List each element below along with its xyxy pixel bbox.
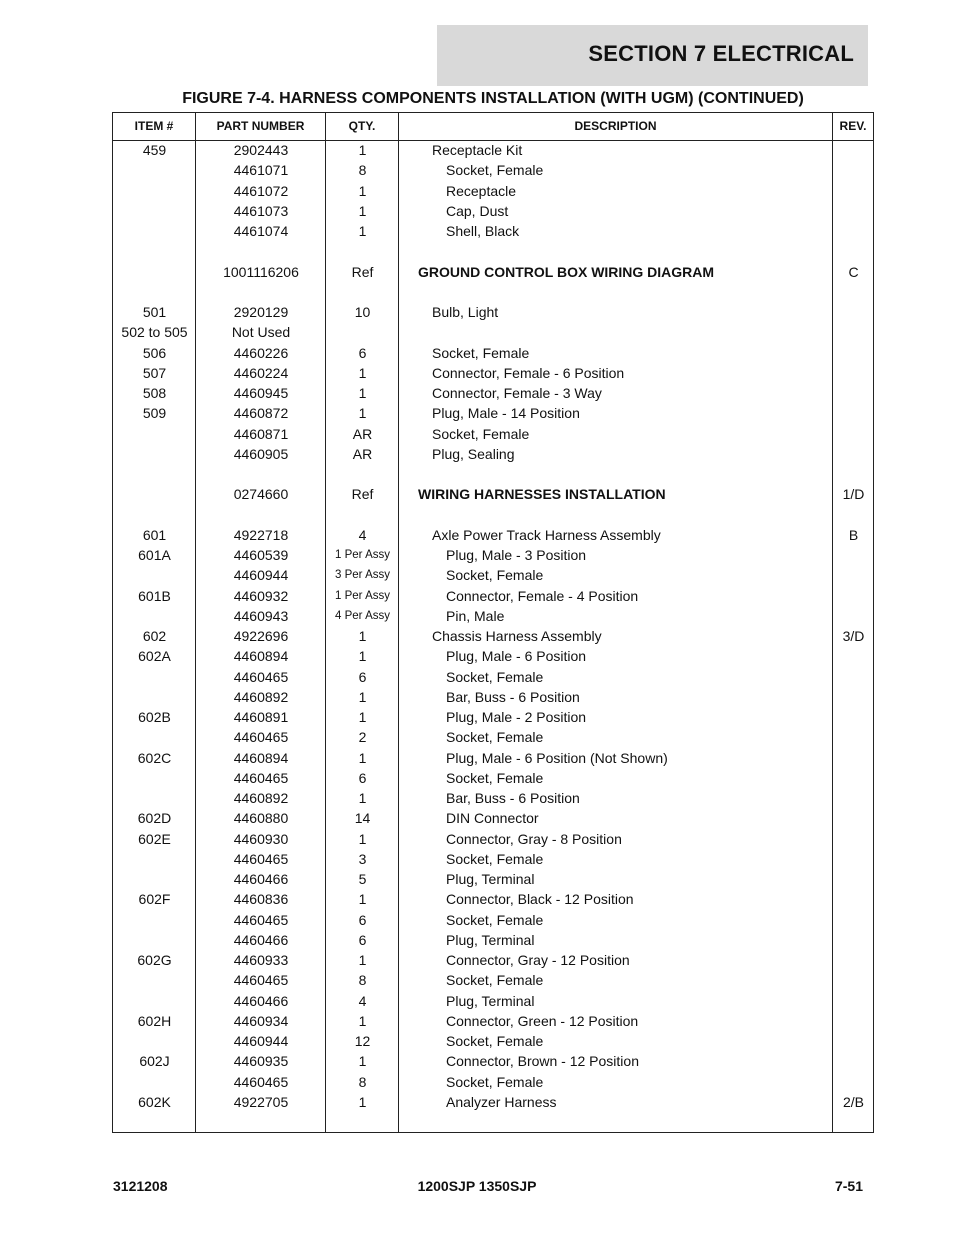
table-row	[113, 646, 873, 666]
part-number-cell: 4460465	[233, 972, 289, 989]
table-row	[113, 586, 873, 606]
part-number-cell: 4460933	[233, 952, 289, 968]
table-row	[113, 829, 873, 849]
qty-cell: 1	[358, 1053, 367, 1070]
qty-cell: 14	[354, 810, 371, 827]
item-cell: 602A	[138, 648, 171, 665]
header-rev: REV.	[839, 119, 867, 133]
description-cell: Connector, Female - 3 Way	[432, 385, 602, 401]
table-row	[113, 545, 873, 565]
table-spacer	[113, 505, 873, 525]
qty-cell: 4	[358, 526, 367, 543]
qty-cell: 1	[358, 709, 367, 725]
qty-cell: 1	[358, 202, 367, 219]
qty-cell: 1	[358, 790, 367, 806]
description-cell: Socket, Female	[446, 729, 544, 746]
table-row	[113, 1092, 873, 1112]
item-cell: 602D	[137, 810, 172, 827]
description-cell: Plug, Male - 14 Position	[432, 405, 580, 422]
part-number-cell: 4460836	[233, 891, 289, 908]
qty-cell: 4 Per Assy	[335, 609, 390, 622]
qty-cell: 8	[358, 972, 367, 989]
item-cell: 459	[142, 142, 167, 158]
figure-title: FIGURE 7-4. HARNESS COMPONENTS INSTALLATION (WITH UGM) (CONTINUED)	[182, 90, 804, 107]
part-number-cell: 4460872	[233, 405, 289, 422]
part-number-cell: 4460892	[233, 790, 289, 806]
rev-cell: 3/D	[842, 628, 865, 644]
qty-cell: 1	[358, 1012, 367, 1029]
qty-cell: 1	[358, 1093, 367, 1110]
rev-cell: B	[848, 526, 859, 543]
qty-cell: 6	[358, 911, 367, 928]
description-cell: Pin, Male	[446, 607, 505, 624]
description-cell: Socket, Female	[446, 567, 544, 584]
description-cell: GROUND CONTROL BOX WIRING DIAGRAM	[418, 263, 715, 280]
table-body	[113, 140, 873, 1112]
qty-cell: 1	[358, 628, 367, 644]
part-number-cell: Not Used	[231, 324, 291, 341]
qty-cell: AR	[352, 425, 373, 442]
table-row	[113, 201, 873, 221]
part-number-cell: 4460934	[233, 1012, 289, 1029]
table-spacer	[113, 464, 873, 484]
part-number-cell: 4460944	[233, 1033, 289, 1049]
part-number-cell: 4922705	[233, 1093, 289, 1110]
table-row	[113, 1051, 873, 1071]
part-number-cell: 4460226	[233, 344, 289, 361]
header-item: ITEM #	[134, 119, 174, 133]
qty-cell: 5	[358, 871, 367, 887]
table-row	[113, 302, 873, 322]
table-spacer	[113, 241, 873, 261]
item-cell: 602B	[138, 709, 171, 725]
qty-cell: 3	[358, 850, 367, 867]
qty-cell: 12	[354, 1033, 371, 1049]
description-cell: Bar, Buss - 6 Position	[446, 688, 580, 705]
table-row	[113, 707, 873, 727]
header-qty: QTY.	[348, 119, 376, 133]
table-row	[113, 140, 873, 160]
part-number-cell: 4460894	[233, 648, 289, 665]
qty-cell: 10	[354, 304, 371, 320]
qty-cell: 1	[358, 182, 367, 199]
table-row	[113, 221, 873, 241]
part-number-cell: 4460905	[233, 445, 289, 462]
table-row	[113, 525, 873, 545]
item-cell: 501	[142, 304, 167, 320]
header-part-number: PART NUMBER	[216, 119, 305, 133]
part-number-cell: 1001116206	[223, 263, 299, 280]
description-cell: Socket, Female	[446, 769, 544, 786]
description-cell: Socket, Female	[446, 972, 544, 989]
qty-cell: 1	[358, 142, 367, 158]
item-cell: 509	[142, 405, 167, 422]
part-number-cell: 4460891	[233, 709, 289, 725]
part-number-cell: 4460466	[233, 931, 289, 948]
qty-cell: 1 Per Assy	[335, 589, 390, 602]
qty-cell: 2	[358, 729, 367, 746]
description-cell: DIN Connector	[446, 810, 539, 827]
part-number-cell: 4460944	[233, 567, 289, 584]
part-number-cell: 4460880	[233, 810, 289, 827]
description-cell: Plug, Male - 6 Position	[446, 648, 587, 665]
table-row	[113, 565, 873, 585]
description-cell: Receptacle Kit	[432, 142, 523, 158]
part-number-cell: 4460930	[233, 830, 289, 847]
part-number-cell: 0274660	[233, 486, 289, 503]
table-row	[113, 950, 873, 970]
description-cell: Receptacle	[446, 182, 517, 199]
description-cell: Plug, Terminal	[446, 931, 535, 948]
table-row	[113, 1011, 873, 1031]
description-cell: Connector, Black - 12 Position	[446, 891, 634, 908]
item-cell: 601A	[138, 547, 171, 563]
description-cell: Analyzer Harness	[446, 1093, 557, 1110]
part-number-cell: 4460932	[233, 587, 289, 604]
part-number-cell: 4461072	[233, 182, 289, 199]
part-number-cell: 4460894	[233, 749, 289, 766]
qty-cell: 8	[358, 162, 367, 179]
section-title: SECTION 7 ELECTRICAL	[588, 41, 854, 66]
part-number-cell: 4460935	[233, 1053, 289, 1070]
item-cell: 602K	[138, 1093, 171, 1110]
table-row	[113, 160, 873, 180]
part-number-cell: 4460465	[233, 769, 289, 786]
description-cell: Shell, Black	[446, 223, 520, 239]
item-cell: 602	[142, 628, 167, 644]
table-row	[113, 889, 873, 909]
table-row	[113, 748, 873, 768]
rev-cell: 1/D	[842, 486, 865, 503]
table-row	[113, 626, 873, 646]
part-number-cell: 4461073	[233, 202, 289, 219]
qty-cell: 6	[358, 344, 367, 361]
qty-cell: 1	[358, 364, 367, 381]
table-row	[113, 383, 873, 403]
part-number-cell: 4461074	[233, 223, 289, 239]
part-number-cell: 4460465	[233, 850, 289, 867]
item-cell: 602J	[139, 1053, 170, 1070]
part-number-cell: 4460892	[233, 688, 289, 705]
description-cell: Plug, Male - 6 Position (Not Shown)	[446, 749, 668, 766]
description-cell: Socket, Female	[446, 162, 544, 179]
rev-cell: 2/B	[842, 1093, 864, 1110]
item-cell: 602H	[137, 1012, 172, 1029]
table-row	[113, 403, 873, 423]
qty-cell: 4	[358, 992, 367, 1009]
item-cell: 502 to 505	[121, 324, 188, 341]
part-number-cell: 4460466	[233, 992, 289, 1009]
description-cell: Connector, Gray - 12 Position	[446, 952, 630, 968]
part-number-cell: 4460871	[233, 425, 289, 442]
description-cell: Connector, Female - 4 Position	[446, 587, 639, 604]
item-cell: 602F	[138, 891, 171, 908]
description-cell: Plug, Terminal	[446, 992, 535, 1009]
table-row	[113, 1072, 873, 1092]
table-row	[113, 424, 873, 444]
qty-cell: AR	[352, 445, 373, 462]
table-row	[113, 727, 873, 747]
table-row	[113, 849, 873, 869]
table-row	[113, 930, 873, 950]
table-row	[113, 262, 873, 282]
qty-cell: 1	[358, 648, 367, 665]
qty-cell: 1	[358, 385, 367, 401]
qty-cell: Ref	[351, 486, 374, 503]
table-row	[113, 667, 873, 687]
qty-cell: 6	[358, 769, 367, 786]
qty-cell: 1	[358, 891, 367, 908]
part-number-cell: 2902443	[233, 142, 289, 158]
header-description: DESCRIPTION	[574, 119, 657, 133]
part-number-cell: 4460465	[233, 729, 289, 746]
description-cell: WIRING HARNESSES INSTALLATION	[418, 486, 666, 503]
description-cell: Plug, Male - 3 Position	[446, 547, 587, 563]
item-cell: 507	[142, 364, 167, 381]
item-cell: 602G	[137, 952, 172, 968]
description-cell: Socket, Female	[446, 1073, 544, 1090]
qty-cell: 8	[358, 1073, 367, 1090]
description-cell: Socket, Female	[446, 668, 544, 685]
qty-cell: 1	[358, 749, 367, 766]
part-number-cell: 4460465	[233, 668, 289, 685]
part-number-cell: 4922718	[233, 526, 289, 543]
description-cell: Connector, Green - 12 Position	[446, 1012, 639, 1029]
table-row	[113, 343, 873, 363]
table-row	[113, 484, 873, 504]
part-number-cell: 4460224	[233, 364, 289, 381]
table-row	[113, 910, 873, 930]
table-row	[113, 1031, 873, 1051]
footer-model: 1200SJP 1350SJP	[417, 1178, 537, 1194]
description-cell: Connector, Gray - 8 Position	[446, 830, 622, 847]
rev-cell: C	[848, 263, 859, 280]
description-cell: Cap, Dust	[446, 202, 509, 219]
table-row	[113, 444, 873, 464]
description-cell: Bulb, Light	[432, 304, 499, 320]
qty-cell: 1	[358, 688, 367, 705]
description-cell: Plug, Terminal	[446, 871, 535, 887]
description-cell: Chassis Harness Assembly	[432, 628, 602, 644]
qty-cell: 6	[358, 931, 367, 948]
table-row	[113, 768, 873, 788]
part-number-cell: 4460943	[233, 607, 289, 624]
part-number-cell: 4460466	[233, 871, 289, 887]
qty-cell: 6	[358, 668, 367, 685]
description-cell: Socket, Female	[446, 1033, 544, 1049]
parts-table	[112, 112, 874, 1133]
qty-cell: Ref	[351, 263, 374, 280]
description-cell: Socket, Female	[432, 344, 530, 361]
description-cell: Axle Power Track Harness Assembly	[432, 526, 661, 543]
description-cell: Bar, Buss - 6 Position	[446, 790, 580, 806]
table-row	[113, 991, 873, 1011]
table-row	[113, 322, 873, 342]
description-cell: Connector, Female - 6 Position	[432, 364, 625, 381]
item-cell: 506	[142, 344, 167, 361]
part-number-cell: 4460465	[233, 911, 289, 928]
table-row	[113, 808, 873, 828]
description-cell: Connector, Brown - 12 Position	[446, 1053, 639, 1070]
qty-cell: 1	[358, 223, 367, 239]
part-number-cell: 4460945	[233, 385, 289, 401]
table-row	[113, 606, 873, 626]
description-cell: Plug, Sealing	[432, 445, 515, 462]
part-number-cell: 4461071	[233, 162, 289, 179]
qty-cell: 1	[358, 405, 367, 422]
table-row	[113, 363, 873, 383]
table-row	[113, 869, 873, 889]
item-cell: 508	[142, 385, 167, 401]
part-number-cell: 4460465	[233, 1073, 289, 1090]
qty-cell: 1 Per Assy	[335, 549, 390, 561]
table-spacer	[113, 282, 873, 302]
item-cell: 601B	[138, 587, 171, 604]
item-cell: 602C	[137, 749, 172, 766]
description-cell: Plug, Male - 2 Position	[446, 709, 587, 725]
item-cell: 601	[142, 526, 167, 543]
table-row	[113, 181, 873, 201]
part-number-cell: 4460539	[233, 547, 289, 563]
footer-manual-number: 3121208	[113, 1178, 168, 1194]
footer-page-number: 7-51	[834, 1178, 863, 1194]
description-cell: Socket, Female	[446, 911, 544, 928]
part-number-cell: 4922696	[233, 628, 289, 644]
table-row	[113, 788, 873, 808]
item-cell: 602E	[138, 830, 171, 847]
table-row	[113, 970, 873, 990]
part-number-cell: 2920129	[233, 304, 289, 320]
table-row	[113, 687, 873, 707]
description-cell: Socket, Female	[432, 425, 530, 442]
qty-cell: 3 Per Assy	[335, 569, 390, 582]
section-banner	[437, 25, 868, 86]
qty-cell: 1	[358, 830, 367, 847]
qty-cell: 1	[358, 952, 367, 968]
description-cell: Socket, Female	[446, 850, 544, 867]
